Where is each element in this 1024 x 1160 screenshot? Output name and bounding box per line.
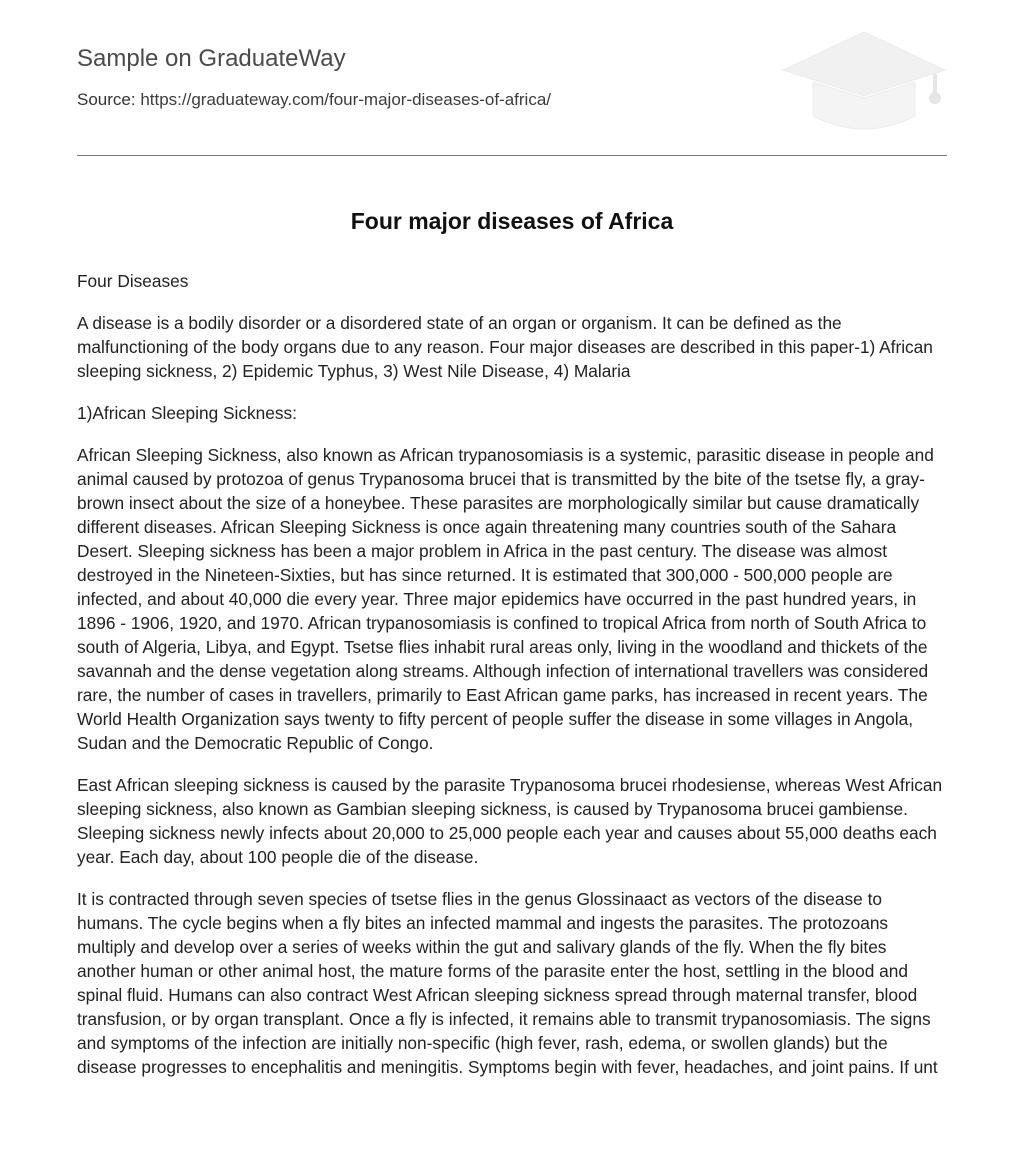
- section-heading: 1)African Sleeping Sickness:: [77, 403, 297, 423]
- source-label: Source:: [77, 90, 141, 109]
- paragraph: It is contracted through seven species of tsetse flies in the genus Glossinaact as vectors of the disease to humans. The cycle begins when a fly bites an infected mammal and ingests the parasites. The protozoans multiply and develop over a series of weeks within the gut and salivary glands of the fly. When the fly bites another human or other animal host, the mature forms of the parasite enter the host, settling in the blood and spinal fluid. Humans can also contract West African sleeping sickness spread through maternal transfer, blood transfusion, or by organ transplant. Once a fly is infected, it remains able to transmit trypanosomiasis. The signs and symptoms of the infection are initially non-specific (high fever, rash, edema, or swollen glands) but the disease progresses to encephalitis and meningitis. Symptoms begin with fever, headaches, and joint pains. If unt: [77, 889, 938, 1077]
- paragraph: African Sleeping Sickness, also known as African trypanosomiasis is a systemic, parasitic disease in people and animal caused by protozoa of genus Trypanosoma brucei that is transmitted by the bite of the tsetse fly, a gray-brown insect about the size of a honeybee. These parasites are morphologically similar but cause dramatically different diseases. African Sleeping Sickness is once again threatening many countries south of the Sahara Desert. Sleeping sickness has been a major problem in Africa in the past century. The disease was almost destroyed in the Nineteen-Sixties, but has since returned. It is estimated that 300,000 - 500,000 people are infected, and about 40,000 die every year. Three major epidemics have occurred in the past hundred years, in 1896 - 1906, 1920, and 1970. African trypanosomiasis is confined to tropical Africa from north of South Africa to south of Algeria, Libya, and Egypt. Tsetse flies inhabit rural areas only, living in the woodland and thickets of the savannah and the dense vegetation along streams. Although infection of international travellers was considered rare, the number of cases in travellers, primarily to East African game parks, has increased in recent years. The World Health Organization says twenty to fifty percent of people suffer the disease in some villages in Angola, Sudan and the Democratic Republic of Congo.: [77, 445, 934, 753]
- document-body: [77, 269, 947, 1079]
- paragraph: East African sleeping sickness is caused by the parasite Trypanosoma brucei rhodesiense, whereas West African sleeping sickness, also known as Gambian sleeping sickness, is caused by Trypanosoma brucei gambiense. Sleeping sickness newly infects about 20,000 to 25,000 people each year and causes about 55,000 deaths each year. Each day, about 100 people die of the disease.: [77, 775, 943, 867]
- document-title: Four major diseases of Africa: [350, 208, 674, 234]
- paragraph-heading: Four Diseases: [77, 271, 189, 291]
- document-page: [77, 0, 947, 1097]
- source-line: [77, 89, 551, 111]
- paragraph: A disease is a bodily disorder or a disordered state of an organ or organism. It can be defined as the malfunctioning of the body organs due to any reason. Four major diseases are described in this paper-1) African sleeping sickness, 2) Epidemic Typhus, 3) West Nile Disease, 4) Malaria: [77, 313, 933, 381]
- site-title: Sample on GraduateWay: [77, 45, 346, 72]
- graduation-cap-icon: [781, 30, 947, 134]
- source-link[interactable]: https://graduateway.com/four-major-diseases-of-africa/: [140, 90, 551, 109]
- page-header: [77, 0, 947, 156]
